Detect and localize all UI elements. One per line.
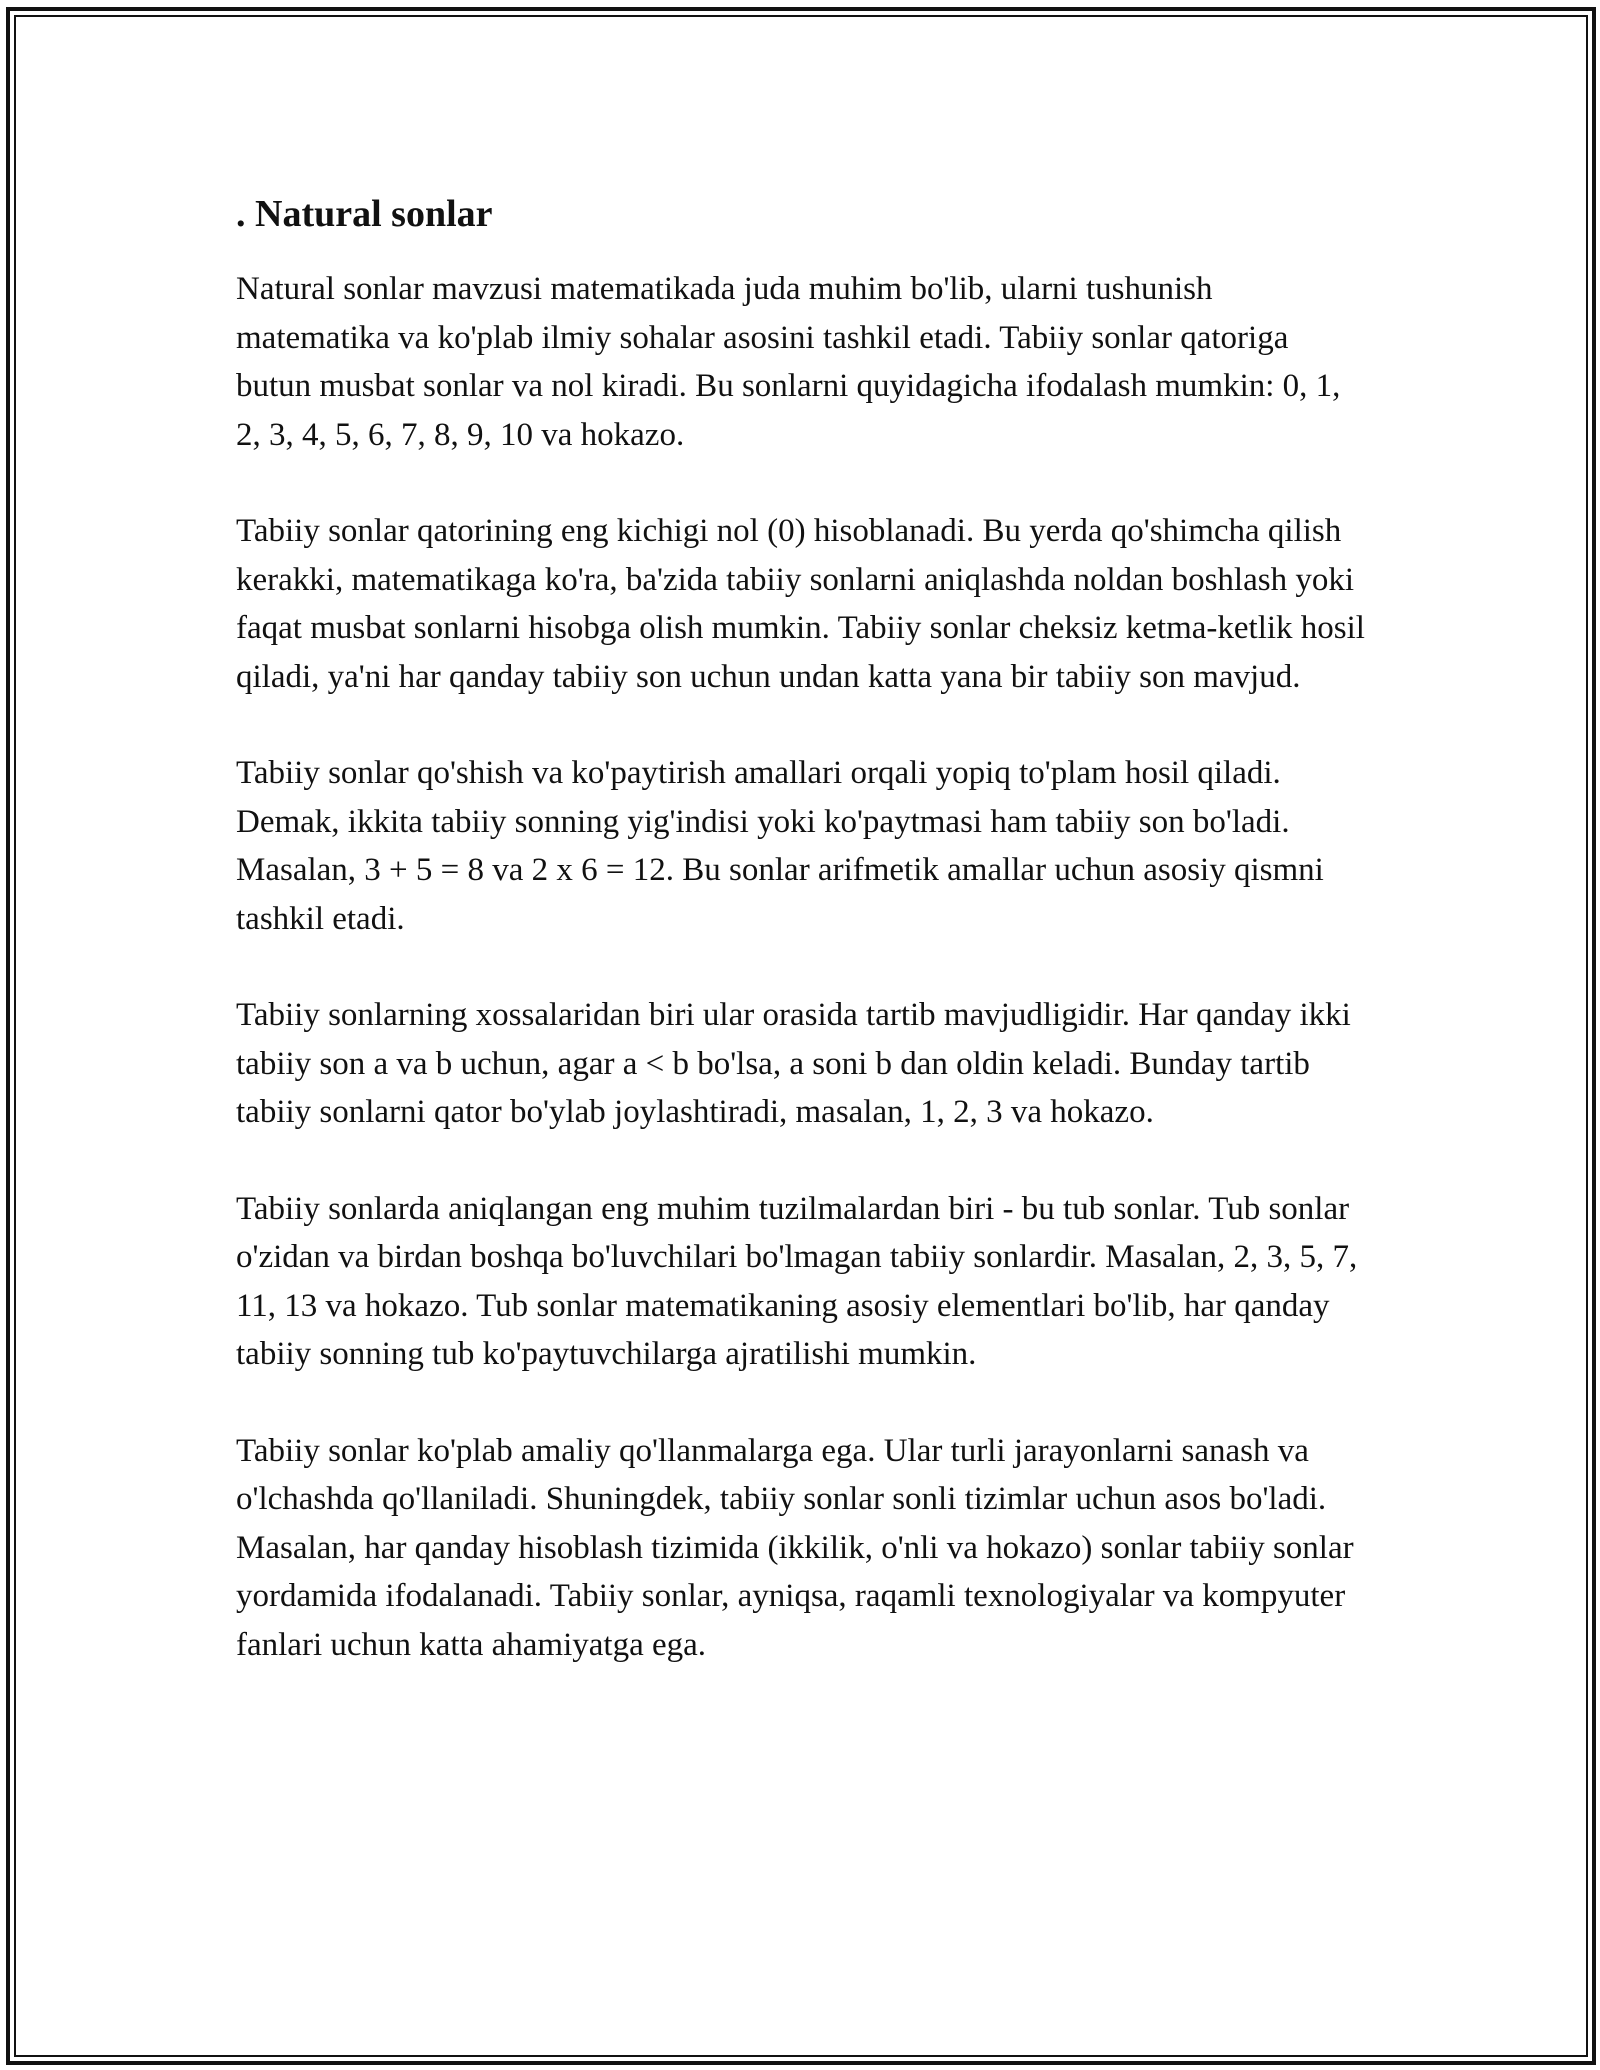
paragraph-4: Tabiiy sonlarning xossalaridan biri ular orasida tartib mavjudligidir. Har qanday ikki tabiiy son a va b uchun, agar a < b bo'lsa, a soni b dan oldin keladi. Bunday tartib tabiiy sonlarni qator bo'ylab joylashtiradi, masalan, 1, 2, 3 va hokazo. <box>236 997 1351 1130</box>
paragraph-1: Natural sonlar mavzusi matematikada juda muhim bo'lib, ularni tushunish matematika va ko'plab ilmiy sohalar asosini tashkil etadi. Tabiiy sonlar qatoriga butun musbat sonlar va nol kiradi. Bu sonlarni quyidagicha ifodalash mumkin: 0, 1, 2, 3, 4, 5, 6, 7, 8, 9, 10 va hokazo. <box>236 271 1341 453</box>
paragraph-6: Tabiiy sonlar ko'plab amaliy qo'llanmalarga ega. Ular turli jarayonlarni sanash va o'lchashda qo'llaniladi. Shuningdek, tabiiy sonlar sonli tizimlar uchun asos bo'ladi. Masalan, har qanday hisoblash tizimida (ikkilik, o'nli va hokazo) sonlar tabiiy sonlar yordamida ifodalanadi. Tabiiy sonlar, ayniqsa, raqamli texnologiyalar va kompyuter fanlari uchun katta ahamiyatga ega. <box>236 1432 1354 1663</box>
paragraph-5: Tabiiy sonlarda aniqlangan eng muhim tuzilmalardan biri - bu tub sonlar. Tub sonlar o'zidan va birdan boshqa bo'luvchilari bo'lmagan tabiiy sonlardir. Masalan, 2, 3, 5, 7, 11, 13 va hokazo. Tub sonlar matematikaning asosiy elementlari bo'lib, har qanday tabiiy sonning tub ko'paytuvchilarga ajratilishi mumkin. <box>236 1190 1358 1372</box>
document-body <box>236 190 1366 1717</box>
section-heading: . Natural sonlar <box>236 193 493 235</box>
paragraph-3: Tabiiy sonlar qo'shish va ko'paytirish amallari orqali yopiq to'plam hosil qiladi. Demak, ikkita tabiiy sonning yig'indisi yoki ko'paytmasi ham tabiiy son bo'ladi. Masalan, 3 + 5 = 8 va 2 x 6 = 12. Bu sonlar arifmetik amallar uchun asosiy qismni tashkil etadi. <box>236 755 1324 937</box>
paragraph-2: Tabiiy sonlar qatorining eng kichigi nol (0) hisoblanadi. Bu yerda qo'shimcha qilish kerakki, matematikaga ko'ra, ba'zida tabiiy sonlarni aniqlashda noldan boshlash yoki faqat musbat sonlarni hisobga olish mumkin. Tabiiy sonlar cheksiz ketma-ketlik hosil qiladi, ya'ni har qanday tabiiy son uchun undan katta yana bir tabiiy son mavjud. <box>236 513 1365 695</box>
